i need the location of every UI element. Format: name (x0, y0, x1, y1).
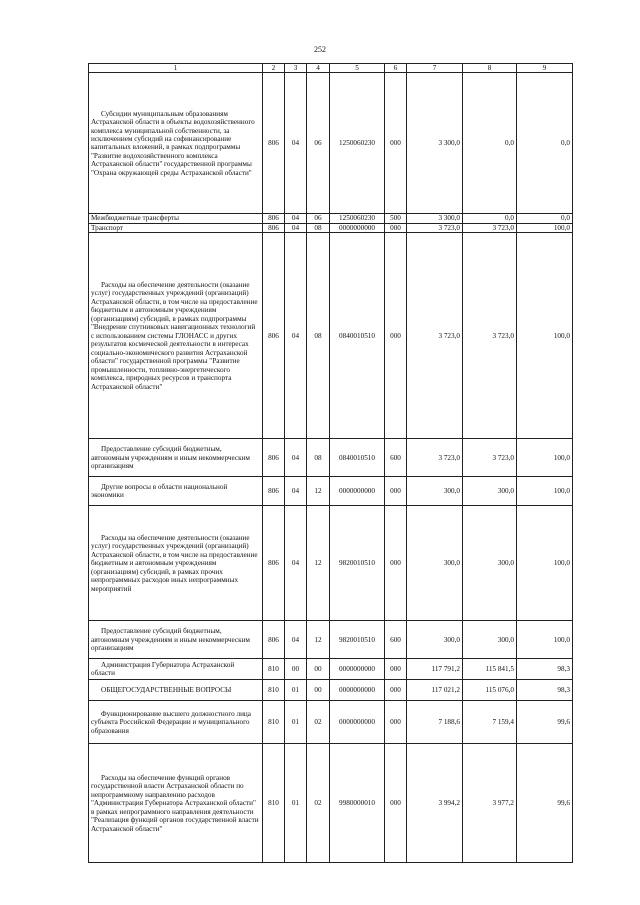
name-cell: Администрация Губернатора Астраханской области (89, 659, 263, 680)
section-cell: 04 (285, 506, 307, 621)
table-row (89, 701, 573, 744)
budget-table (88, 63, 573, 863)
ministry-code-cell: 806 (263, 439, 285, 477)
approved-amount-cell: 117 791,2 (407, 659, 463, 680)
percent-cell: 0,0 (517, 73, 573, 214)
section-cell: 04 (285, 214, 307, 223)
column-header-1: 1 (89, 64, 263, 73)
table-row (89, 477, 573, 506)
subsection-cell: 02 (307, 701, 330, 744)
section-cell: 04 (285, 223, 307, 232)
executed-amount-cell: 300,0 (463, 477, 517, 506)
table-row (89, 621, 573, 659)
column-header-5: 5 (330, 64, 385, 73)
subsection-cell: 02 (307, 744, 330, 863)
approved-amount-cell: 3 994,2 (407, 744, 463, 863)
header-row (89, 64, 573, 73)
name-cell: Транспорт (89, 223, 263, 232)
percent-cell: 98,3 (517, 659, 573, 680)
ministry-code-cell: 810 (263, 744, 285, 863)
column-header-6: 6 (385, 64, 407, 73)
name-cell: Другие вопросы в области национальной экономики (89, 477, 263, 506)
subsection-cell: 12 (307, 477, 330, 506)
ministry-code-cell: 806 (263, 214, 285, 223)
ministry-code-cell: 810 (263, 659, 285, 680)
section-cell: 01 (285, 744, 307, 863)
executed-amount-cell: 7 159,4 (463, 701, 517, 744)
name-cell: Функционирование высшего должностного лица субъекта Российской Федерации и муниципального образования (89, 701, 263, 744)
section-cell: 04 (285, 621, 307, 659)
table-row (89, 680, 573, 701)
table-row (89, 233, 573, 439)
approved-amount-cell: 300,0 (407, 621, 463, 659)
executed-amount-cell: 115 076,0 (463, 680, 517, 701)
target-article-cell: 1250060230 (330, 214, 385, 223)
percent-cell: 100,0 (517, 506, 573, 621)
target-article-cell: 0840010510 (330, 439, 385, 477)
subsection-cell: 00 (307, 659, 330, 680)
target-article-cell: 0000000000 (330, 477, 385, 506)
executed-amount-cell: 115 841,5 (463, 659, 517, 680)
approved-amount-cell: 3 300,0 (407, 214, 463, 223)
table-row (89, 506, 573, 621)
table-row (89, 439, 573, 477)
section-cell: 00 (285, 659, 307, 680)
subsection-cell: 12 (307, 621, 330, 659)
name-cell: Предоставление субсидий бюджетным, автономным учреждениям и иным некоммерческим организациям (89, 621, 263, 659)
column-header-3: 3 (285, 64, 307, 73)
column-header-2: 2 (263, 64, 285, 73)
executed-amount-cell: 3 723,0 (463, 223, 517, 232)
approved-amount-cell: 3 723,0 (407, 223, 463, 232)
executed-amount-cell: 3 977,2 (463, 744, 517, 863)
expense-type-cell: 000 (385, 680, 407, 701)
target-article-cell: 0840010510 (330, 233, 385, 439)
ministry-code-cell: 806 (263, 223, 285, 232)
expense-type-cell: 000 (385, 233, 407, 439)
column-header-9: 9 (517, 64, 573, 73)
percent-cell: 100,0 (517, 477, 573, 506)
expense-type-cell: 000 (385, 744, 407, 863)
approved-amount-cell: 117 021,2 (407, 680, 463, 701)
expense-type-cell: 600 (385, 439, 407, 477)
section-cell: 04 (285, 477, 307, 506)
approved-amount-cell: 3 723,0 (407, 439, 463, 477)
target-article-cell: 0000000000 (330, 680, 385, 701)
name-cell: ОБЩЕГОСУДАРСТВЕННЫЕ ВОПРОСЫ (89, 680, 263, 701)
target-article-cell: 0000000000 (330, 659, 385, 680)
executed-amount-cell: 300,0 (463, 621, 517, 659)
expense-type-cell: 600 (385, 621, 407, 659)
expense-type-cell: 000 (385, 701, 407, 744)
subsection-cell: 06 (307, 214, 330, 223)
expense-type-cell: 000 (385, 659, 407, 680)
expense-type-cell: 000 (385, 477, 407, 506)
name-cell: Расходы на обеспечение функций органов государственной власти Астраханской области по непрограммному направлению расходов "Администрация Губернатора Астраханской области" в рамках непрограммного направления деятельности "Реализация функций органов государственной власти Астраханской области" (89, 744, 263, 863)
section-cell: 04 (285, 73, 307, 214)
name-cell: Межбюджетные трансферты (89, 214, 263, 223)
subsection-cell: 08 (307, 223, 330, 232)
percent-cell: 99,6 (517, 701, 573, 744)
section-cell: 01 (285, 680, 307, 701)
expense-type-cell: 000 (385, 73, 407, 214)
name-cell: Расходы на обеспечение деятельности (оказание услуг) государственных учреждений (организаций) Астраханской области, в том числе на предоставление бюджетным и автономным учреждениям (организациям) субсидий, в рамках подпрограммы "Внедрение спутниковых навигационных технологий с использованием системы ГЛОНАСС и других результатов космической деятельности в интересах социально-экономического развития Астраханской области" государственной программы "Развитие промышленности, топливно-энергетического комплекса, природных ресурсов и транспорта Астраханской области" (89, 233, 263, 439)
expense-type-cell: 000 (385, 506, 407, 621)
ministry-code-cell: 806 (263, 506, 285, 621)
section-cell: 01 (285, 701, 307, 744)
target-article-cell: 9980000010 (330, 744, 385, 863)
table-row (89, 73, 573, 214)
ministry-code-cell: 806 (263, 477, 285, 506)
section-cell: 04 (285, 233, 307, 439)
name-cell: Предоставление субсидий бюджетным, автономным учреждениям и иным некоммерческим организациям (89, 439, 263, 477)
percent-cell: 100,0 (517, 621, 573, 659)
target-article-cell: 1250060230 (330, 73, 385, 214)
table-row (89, 744, 573, 863)
executed-amount-cell: 0,0 (463, 214, 517, 223)
approved-amount-cell: 3 300,0 (407, 73, 463, 214)
section-cell: 04 (285, 439, 307, 477)
ministry-code-cell: 806 (263, 73, 285, 214)
subsection-cell: 08 (307, 233, 330, 439)
target-article-cell: 9820010510 (330, 506, 385, 621)
executed-amount-cell: 300,0 (463, 506, 517, 621)
table-row (89, 659, 573, 680)
approved-amount-cell: 300,0 (407, 477, 463, 506)
percent-cell: 99,6 (517, 744, 573, 863)
column-header-4: 4 (307, 64, 330, 73)
percent-cell: 98,3 (517, 680, 573, 701)
executed-amount-cell: 3 723,0 (463, 233, 517, 439)
approved-amount-cell: 300,0 (407, 506, 463, 621)
table-row (89, 214, 573, 223)
table-body (89, 73, 573, 863)
ministry-code-cell: 806 (263, 621, 285, 659)
table-row (89, 223, 573, 232)
column-header-7: 7 (407, 64, 463, 73)
column-header-8: 8 (463, 64, 517, 73)
name-cell: Расходы на обеспечение деятельности (оказание услуг) государственных учреждений (организаций) Астраханской области, в том числе на предоставление бюджетным и автономным учреждениям (организациям) субсидий, в рамках прочих непрограммных расходов иных непрограммных мероприятий (89, 506, 263, 621)
subsection-cell: 12 (307, 506, 330, 621)
expense-type-cell: 500 (385, 214, 407, 223)
executed-amount-cell: 3 723,0 (463, 439, 517, 477)
subsection-cell: 06 (307, 73, 330, 214)
target-article-cell: 0000000000 (330, 223, 385, 232)
expense-type-cell: 000 (385, 223, 407, 232)
percent-cell: 100,0 (517, 439, 573, 477)
ministry-code-cell: 810 (263, 701, 285, 744)
target-article-cell: 9820010510 (330, 621, 385, 659)
percent-cell: 100,0 (517, 233, 573, 439)
approved-amount-cell: 3 723,0 (407, 233, 463, 439)
ministry-code-cell: 806 (263, 233, 285, 439)
approved-amount-cell: 7 188,6 (407, 701, 463, 744)
page-number: 252 (314, 45, 326, 54)
target-article-cell: 0000000000 (330, 701, 385, 744)
ministry-code-cell: 810 (263, 680, 285, 701)
subsection-cell: 00 (307, 680, 330, 701)
percent-cell: 100,0 (517, 223, 573, 232)
executed-amount-cell: 0,0 (463, 73, 517, 214)
name-cell: Субсидии муниципальным образованиям Астраханской области в объекты водохозяйственного комплекса муниципальной собственности, за исключением субсидий на софинансирование капитальных вложений, в рамках подпрограммы "Развитие водохозяйственного комплекса Астраханской области" государственной программы "Охрана окружающей среды Астраханской области" (89, 73, 263, 214)
subsection-cell: 08 (307, 439, 330, 477)
percent-cell: 0,0 (517, 214, 573, 223)
